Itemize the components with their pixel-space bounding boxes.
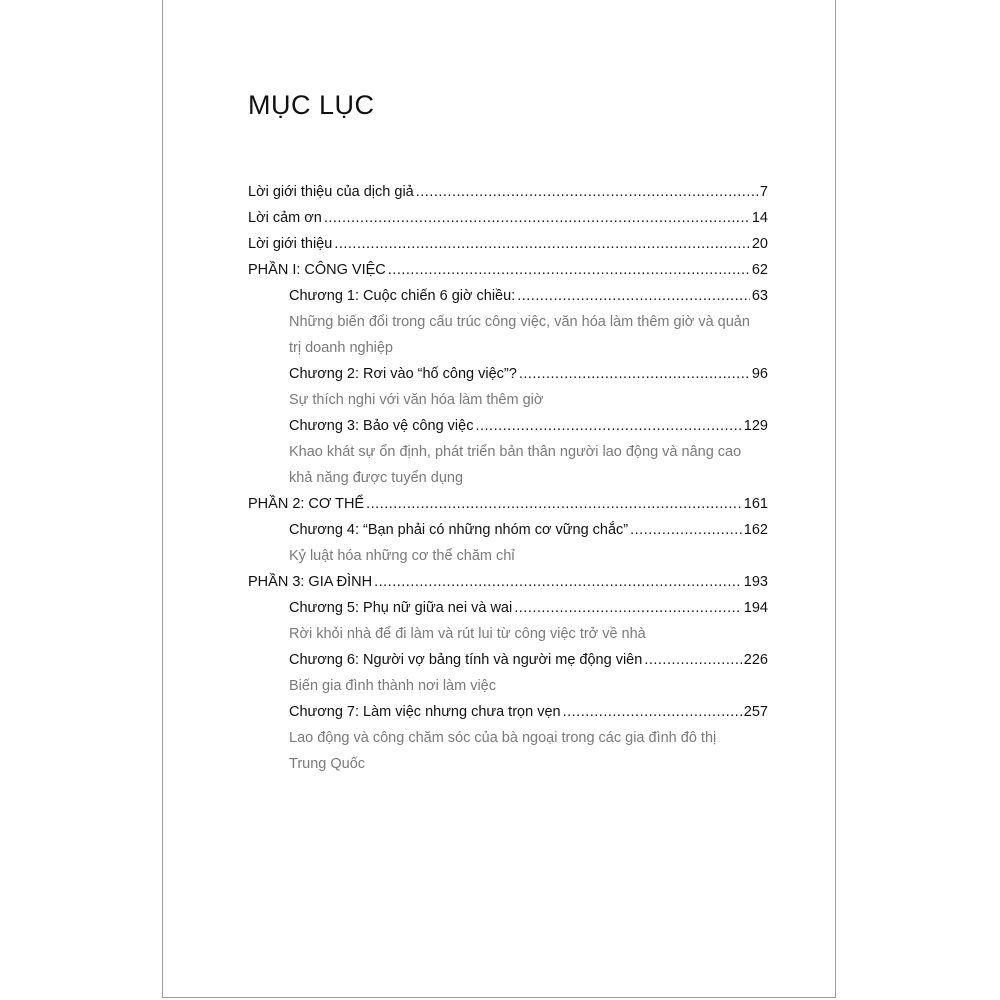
chapter-subtitle: Khao khát sự ổn định, phát triển bản thân người lao động và nâng cao xyxy=(289,444,742,460)
chapter-subtitle: Lao động và công chăm sóc của bà ngoại trong các gia đình đô thị xyxy=(289,730,717,746)
toc-entry-label: Chương 6: Người vợ bảng tính và người mẹ động viên xyxy=(289,652,643,668)
toc-page-number: 63 xyxy=(751,288,768,304)
chapter-subtitle: Biến gia đình thành nơi làm việc xyxy=(289,678,496,694)
dot-leader xyxy=(374,569,742,595)
dot-leader xyxy=(644,647,741,673)
toc-chapter-entry xyxy=(248,647,768,673)
dot-leader xyxy=(517,283,750,309)
chapter-subtitle: Rời khỏi nhà để đi làm và rút lui từ công việc trở về nhà xyxy=(289,626,646,642)
toc-page-number: 20 xyxy=(751,236,768,252)
toc-chapter-entry xyxy=(248,413,768,439)
toc-entry-label: Chương 4: “Bạn phải có những nhóm cơ vững chắc” xyxy=(289,522,629,538)
toc-entry-label: PHẦN 2: CƠ THỂ xyxy=(248,496,365,512)
toc-page-number: 162 xyxy=(743,522,768,538)
chapter-subtitle: trị doanh nghiệp xyxy=(289,340,393,356)
toc-entry-label: PHẦN 3: GIA ĐÌNH xyxy=(248,574,373,590)
toc-page-number: 226 xyxy=(743,652,768,668)
toc-entry xyxy=(248,205,768,231)
toc-entry-label: Lời giới thiệu của dịch giả xyxy=(248,184,414,200)
toc-entry-label: Chương 2: Rơi vào “hố công việc”? xyxy=(289,366,517,382)
chapter-subtitle: Kỷ luật hóa những cơ thể chăm chỉ xyxy=(289,548,515,564)
toc-entry-label: Chương 3: Bảo vệ công việc xyxy=(289,418,474,434)
toc-page-number: 96 xyxy=(751,366,768,382)
toc-entry xyxy=(248,231,768,257)
toc-page-number: 161 xyxy=(743,496,768,512)
toc-chapter-entry xyxy=(248,283,768,309)
toc-entry-label: Lời cảm ơn xyxy=(248,210,322,226)
toc-chapter-entry xyxy=(248,361,768,387)
toc-page-number: 193 xyxy=(743,574,768,590)
dot-leader xyxy=(334,231,750,257)
chapter-subtitle: Trung Quốc xyxy=(289,756,366,772)
toc-chapter-entry xyxy=(248,517,768,543)
toc-page-number: 194 xyxy=(743,600,768,616)
toc-part-heading xyxy=(248,569,768,595)
toc-entry-label: Chương 7: Làm việc nhưng chưa trọn vẹn xyxy=(289,704,561,720)
toc-entry-label: PHẦN I: CÔNG VIỆC xyxy=(248,262,386,278)
dot-leader xyxy=(366,491,742,517)
toc-page-number: 257 xyxy=(743,704,768,720)
toc-chapter-entry xyxy=(248,595,768,621)
dot-leader xyxy=(324,205,750,231)
toc-part-heading xyxy=(248,491,768,517)
chapter-subtitle: Sự thích nghi với văn hóa làm thêm giờ xyxy=(289,392,544,408)
toc-page-number: 14 xyxy=(751,210,768,226)
dot-leader xyxy=(630,517,742,543)
toc-part-heading xyxy=(248,257,768,283)
toc-entry xyxy=(248,179,768,205)
toc-entry-label: Lời giới thiệu xyxy=(248,236,333,252)
dot-leader xyxy=(416,179,758,205)
toc-entry-label: Chương 5: Phụ nữ giữa nei và wai xyxy=(289,600,513,616)
dot-leader xyxy=(388,257,750,283)
dot-leader xyxy=(519,361,750,387)
chapter-subtitle: Những biến đổi trong cấu trúc công việc, văn hóa làm thêm giờ và quản xyxy=(289,314,750,330)
chapter-subtitle: khả năng được tuyển dụng xyxy=(289,470,464,486)
toc-page-number: 7 xyxy=(759,184,768,200)
table-of-contents xyxy=(248,179,768,777)
dot-leader xyxy=(563,699,742,725)
toc-page-number: 62 xyxy=(751,262,768,278)
page-title: MỤC LỤC xyxy=(248,90,375,120)
toc-page-number: 129 xyxy=(743,418,768,434)
book-page xyxy=(162,0,836,998)
dot-leader xyxy=(514,595,742,621)
dot-leader xyxy=(475,413,741,439)
toc-entry-label: Chương 1: Cuộc chiến 6 giờ chiều: xyxy=(289,288,516,304)
toc-chapter-entry xyxy=(248,699,768,725)
